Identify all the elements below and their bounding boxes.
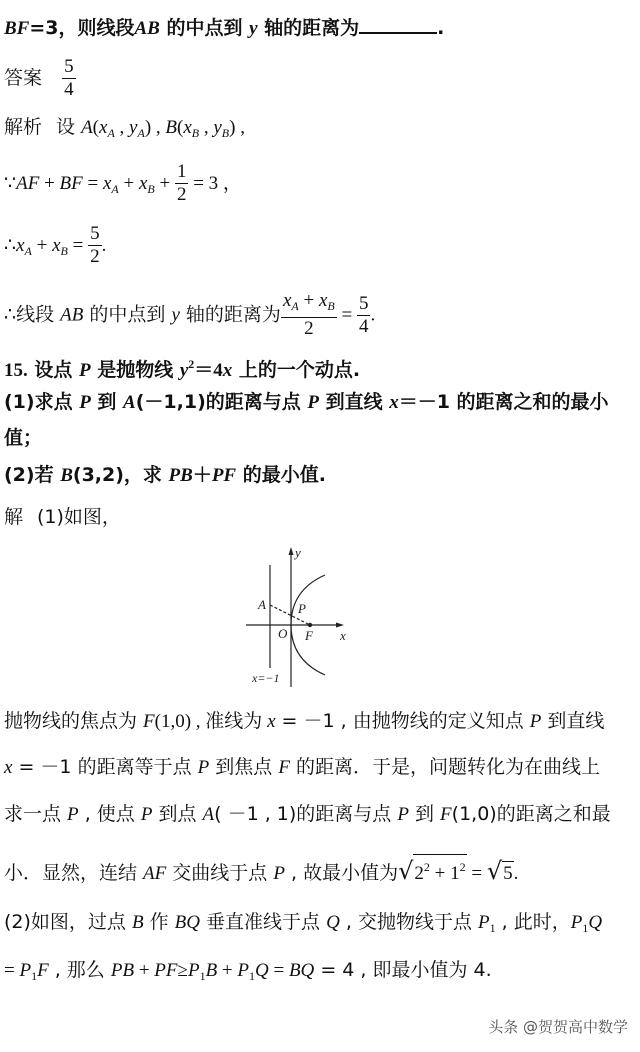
math: P	[140, 804, 153, 825]
text: 的中点到	[159, 17, 250, 39]
directrix-label: x=−1	[252, 671, 280, 685]
math: Q	[588, 912, 603, 933]
math: y	[213, 117, 222, 138]
math-bf: BF	[4, 18, 30, 39]
text: .	[437, 17, 445, 39]
text: = －1 , 由抛物线的定义知点	[275, 710, 530, 732]
question-15-part-1	[4, 390, 609, 415]
solution-p2-line-2	[4, 958, 492, 988]
solution-p1-line-1	[4, 709, 604, 734]
math-ab: AB	[134, 18, 160, 39]
text: , 那么	[48, 959, 111, 981]
answer-fraction	[62, 56, 76, 101]
parabola-diagram	[240, 545, 355, 695]
text: 的距离．于是，问题转化为在曲线上	[289, 756, 600, 778]
math: P	[307, 392, 319, 413]
subscript: A	[24, 244, 32, 258]
math: B	[205, 960, 218, 981]
solution-p1-line-2	[4, 755, 600, 780]
subscript: B	[221, 126, 230, 140]
question-15-stem	[4, 352, 360, 383]
superscript: 2	[188, 357, 195, 371]
text: ( －1 , 1)的距离与点	[214, 803, 398, 825]
point-p-label: P	[298, 601, 306, 616]
solution-p1-line-3	[4, 802, 611, 827]
text: 到直线	[318, 391, 390, 413]
text: 垂直准线于点	[200, 911, 327, 933]
math: x	[389, 392, 399, 413]
math: F	[37, 960, 49, 981]
numerator: 5	[358, 292, 369, 314]
math: AF	[143, 863, 167, 884]
math: x	[16, 235, 25, 256]
radicand: 5	[503, 863, 513, 884]
text: 是抛物线	[90, 359, 180, 381]
solution-label: 解	[4, 506, 24, 528]
math: AB	[60, 304, 84, 326]
math: ) ,	[144, 117, 166, 138]
math: PB	[110, 960, 135, 981]
math: (	[92, 117, 99, 138]
math: F	[278, 757, 290, 778]
math: =	[466, 863, 487, 884]
text: ＝－1 的距离之和的最小	[398, 391, 609, 413]
text: ∴线段	[4, 303, 61, 326]
question-number: 15.	[4, 360, 28, 381]
period: .	[101, 235, 107, 256]
watermark: 头条 @贺贺高中数学	[488, 1018, 628, 1036]
subscript: A	[137, 126, 145, 140]
math: x	[138, 173, 148, 194]
math: A	[123, 392, 136, 413]
subscript: A	[291, 299, 299, 313]
math: B	[165, 117, 177, 138]
numerator: 5	[64, 56, 74, 77]
subscript: 1	[199, 969, 206, 983]
math: A	[202, 804, 215, 825]
solution-intro	[4, 505, 121, 529]
denominator: 2	[176, 184, 187, 205]
math: P	[237, 960, 249, 981]
math: y	[179, 360, 189, 381]
math: y	[129, 117, 138, 138]
sqrt-icon: √	[486, 857, 503, 885]
math-y: y	[249, 18, 258, 39]
analysis-label: 解析	[4, 116, 43, 138]
fraction-five-halves	[88, 223, 102, 268]
fraction-one-half	[175, 161, 189, 206]
math: =	[4, 960, 20, 981]
math: BQ	[288, 960, 315, 981]
math: BQ	[174, 912, 200, 933]
subscript: B	[191, 126, 200, 140]
subscript: B	[147, 182, 155, 196]
subscript: A	[111, 182, 119, 196]
math: P	[570, 912, 583, 933]
text: 轴的距离为	[179, 303, 281, 326]
math: PF	[154, 960, 178, 981]
text: 的最小值.	[236, 464, 326, 486]
math: x	[282, 290, 292, 311]
math: x	[4, 757, 13, 778]
text: 小．显然，连结	[4, 862, 144, 884]
question-15-part-2	[4, 463, 326, 488]
solution-p2-line-1	[4, 910, 602, 940]
text: 设	[56, 116, 82, 138]
math: +	[154, 173, 175, 194]
because-symbol: ∵	[4, 172, 17, 194]
focus-label: F	[305, 628, 313, 643]
text: , 此时，	[495, 911, 571, 933]
math: = 3 ，	[188, 173, 242, 194]
math: Q	[255, 960, 269, 981]
math: =	[82, 173, 103, 194]
math: 1	[450, 863, 460, 884]
math: P	[79, 392, 91, 413]
math: PF	[211, 465, 237, 486]
subscript: B	[60, 244, 68, 258]
text: (2)如图，过点	[4, 911, 132, 933]
text: (2)若	[4, 464, 61, 486]
therefore-symbol: ∴	[4, 234, 17, 256]
math: PB	[168, 465, 193, 486]
math: F	[143, 711, 155, 732]
superscript: 2	[423, 860, 430, 874]
solution-p1-line-4	[4, 854, 518, 886]
text: (1,0)的距离之和最	[451, 803, 611, 825]
sqrt-icon: √	[398, 857, 414, 885]
text: 抛物线的焦点为	[4, 710, 144, 732]
text: 到点	[152, 803, 203, 825]
math: ＝4	[194, 360, 223, 381]
text: 轴的距离为	[257, 17, 360, 39]
answer-label: 答案	[4, 67, 43, 89]
numerator	[281, 290, 337, 318]
math: P	[273, 863, 285, 884]
question-14-tail	[4, 14, 444, 41]
subscript: B	[327, 299, 335, 313]
math: B	[131, 912, 144, 933]
superscript: 2	[459, 860, 466, 874]
math: +	[118, 173, 139, 194]
analysis-line-4	[4, 290, 376, 339]
numerator: 5	[90, 223, 100, 244]
text: , 故最小值为	[284, 862, 399, 884]
text: 设点	[34, 359, 79, 381]
text: = －1 的距离等于点	[12, 756, 198, 778]
subscript: 1	[489, 921, 496, 935]
text: =3，则线段	[29, 17, 135, 39]
math: BF	[59, 173, 83, 194]
point-a-label: A	[258, 597, 266, 612]
math: x	[183, 117, 192, 138]
math: x	[267, 711, 276, 732]
question-15-part-1-cont	[4, 426, 42, 450]
math: +	[217, 960, 238, 981]
denominator: 4	[64, 79, 74, 100]
math: P	[79, 360, 91, 381]
radicand	[413, 854, 466, 886]
math: AF	[16, 173, 40, 194]
math: P	[187, 960, 200, 981]
math: P	[67, 804, 79, 825]
text: 到	[90, 391, 124, 413]
denominator: 2	[90, 246, 100, 267]
text: (3,2)，求	[72, 464, 169, 486]
math: x	[52, 235, 61, 256]
period: .	[370, 304, 376, 326]
text: 交曲线于点	[166, 862, 274, 884]
math: +	[39, 173, 60, 194]
text: 值；	[4, 427, 43, 449]
math: =	[67, 235, 89, 256]
focus-point	[308, 623, 312, 627]
answer-row	[4, 56, 76, 100]
text: (1,0) , 准线为	[154, 711, 268, 732]
subscript: A	[107, 126, 115, 140]
math: ,	[199, 117, 214, 138]
denominator: 2	[304, 318, 314, 339]
math: ,	[114, 117, 130, 138]
math: F	[440, 804, 452, 825]
subscript: 1	[31, 969, 38, 983]
x-axis-label: x	[340, 628, 346, 643]
math: ＋	[192, 464, 212, 486]
math: +	[31, 235, 53, 256]
math: =	[336, 304, 357, 326]
analysis-line-2	[4, 160, 242, 206]
math: P	[19, 960, 32, 981]
answer-blank	[359, 14, 437, 34]
math: y	[171, 304, 180, 326]
math: x	[102, 173, 112, 194]
math: P	[397, 804, 409, 825]
math: x	[222, 360, 233, 381]
subscript: 1	[582, 921, 589, 935]
math: x	[99, 117, 108, 138]
math: (	[177, 117, 184, 138]
math: ≥	[177, 960, 188, 981]
text: 作	[143, 911, 175, 933]
y-axis-label: y	[295, 545, 301, 560]
text: = 4 , 即最小值为 4.	[314, 959, 492, 981]
fraction-five-quarters	[357, 293, 371, 338]
period: .	[513, 863, 519, 884]
math: 2	[414, 863, 424, 884]
text: (－1,1)的距离与点	[135, 391, 308, 413]
text: 到直线	[541, 710, 605, 732]
analysis-line-3	[4, 222, 106, 268]
text: 到焦点	[209, 756, 279, 778]
math: x	[318, 290, 328, 311]
x-axis-arrow-icon	[336, 623, 344, 628]
math: +	[429, 863, 451, 884]
origin-label: O	[278, 626, 288, 641]
analysis-line-1	[4, 115, 245, 145]
text: 求一点	[4, 803, 68, 825]
text: 上的一个动点.	[232, 359, 361, 381]
text: , 交抛物线于点	[339, 911, 478, 933]
text: , 使点	[78, 803, 141, 825]
math: +	[298, 290, 319, 311]
math: B	[60, 465, 73, 486]
text: (1)求点	[4, 391, 80, 413]
text: (1)如图，	[37, 506, 121, 528]
denominator: 4	[358, 315, 369, 337]
math: P	[197, 757, 210, 778]
text: 到	[408, 803, 441, 825]
math: ) ,	[229, 117, 245, 138]
fraction-midpoint	[281, 290, 337, 340]
math: Q	[326, 912, 340, 933]
math: =	[268, 960, 289, 981]
text: 的中点到	[83, 303, 172, 326]
math: +	[134, 960, 155, 981]
math: P	[478, 912, 490, 933]
numerator: 1	[176, 161, 187, 182]
math: A	[81, 117, 93, 138]
math: P	[529, 711, 542, 732]
y-axis-arrow-icon	[289, 547, 294, 555]
subscript: 1	[249, 969, 255, 983]
